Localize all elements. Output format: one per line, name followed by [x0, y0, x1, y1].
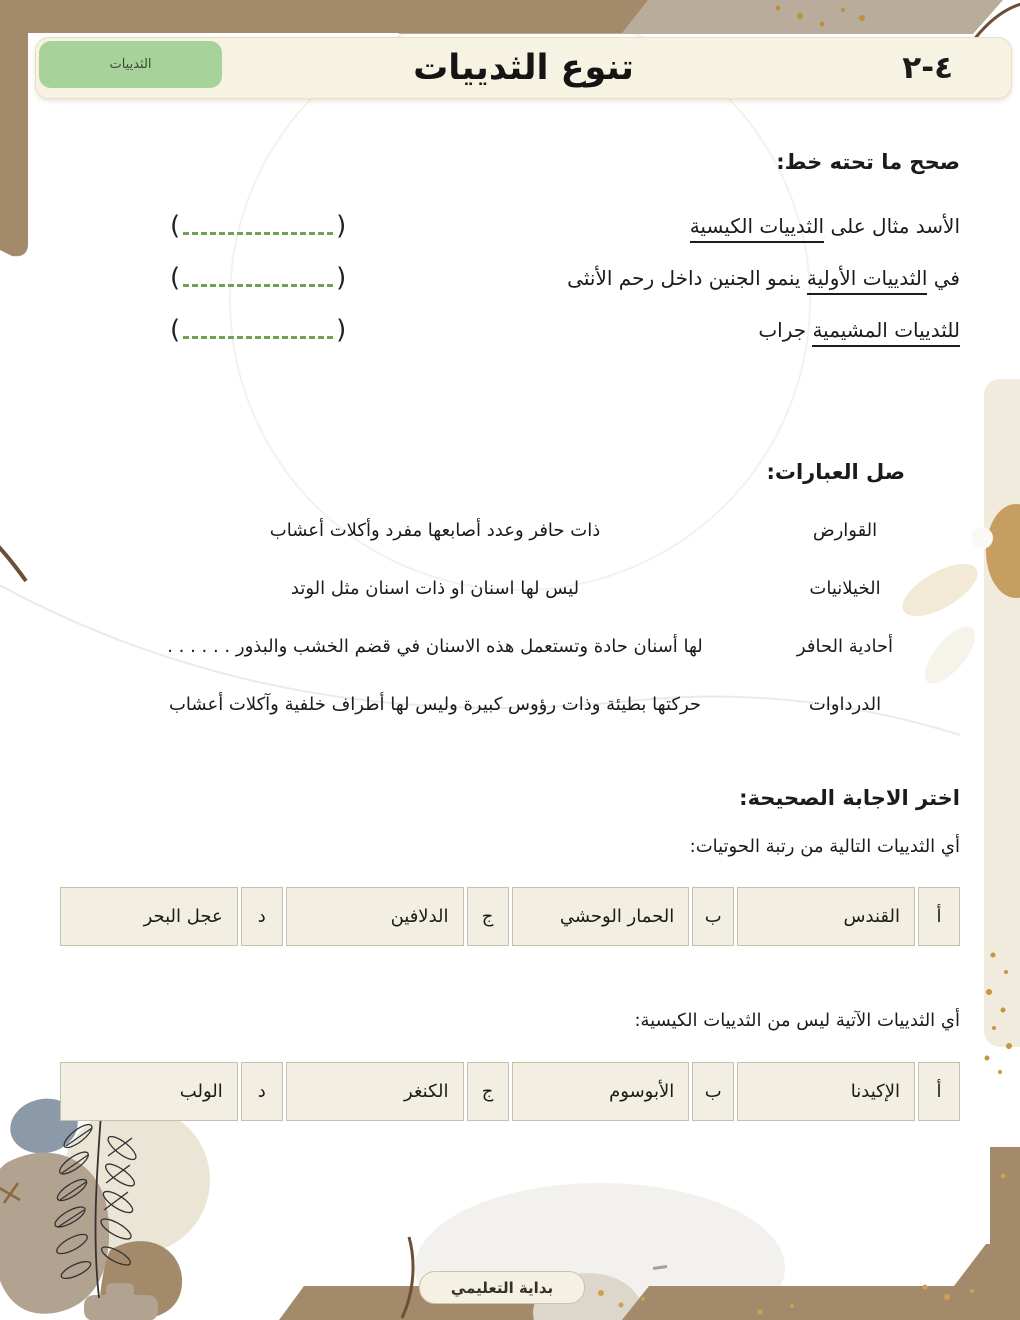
underlined-phrase: الثدييات الأولية [807, 266, 928, 295]
match-term[interactable]: الخيلانيات [809, 577, 881, 599]
option-letter: أ [918, 1062, 960, 1121]
header-bar [35, 37, 1012, 99]
sentence-part: جراب [758, 318, 813, 342]
option-cell[interactable]: الولب [60, 1062, 238, 1121]
matching-list [60, 501, 960, 733]
option-letter: د [241, 1062, 283, 1121]
correction-row [60, 205, 960, 247]
sentence-part: في [927, 266, 960, 290]
options-table [60, 1062, 960, 1121]
match-definition[interactable]: ذات حافر وعدد أصابعها مفرد وأكلات أعشاب [269, 519, 601, 541]
option-cell[interactable]: القندس [737, 887, 915, 946]
paren-close: ) [336, 263, 347, 293]
brand-footer: بداية التعليمي [419, 1271, 585, 1304]
matching-row [60, 559, 960, 617]
sentence-text [690, 214, 960, 238]
dashed-line [183, 232, 333, 235]
sentence-text [567, 266, 960, 290]
vase [84, 1295, 158, 1320]
left-brown-strip [0, 0, 28, 256]
option-cell[interactable]: الحمار الوحشي [512, 887, 690, 946]
matching-row [60, 501, 960, 559]
option-letter: ب [692, 887, 734, 946]
taupe-blob [0, 1153, 109, 1314]
question-text: أي الثدييات التالية من رتبة الحوتيات: [689, 836, 960, 857]
option-cell[interactable]: الكنغر [286, 1062, 464, 1121]
topic-badge-label: الثدييات [109, 57, 152, 72]
matching-row [60, 675, 960, 733]
option-letter: أ [918, 887, 960, 946]
underlined-phrase: الثدييات الكيسية [690, 214, 824, 243]
match-term[interactable]: الدرداوات [808, 693, 882, 715]
paren-open: ( [170, 211, 181, 241]
match-term[interactable]: القوارض [812, 519, 878, 541]
lesson-number: ٤-٢ [902, 50, 953, 86]
correction-row [60, 309, 960, 351]
option-cell[interactable]: الأبوسوم [512, 1062, 690, 1121]
dashed-line [183, 284, 333, 287]
paren-close: ) [336, 211, 347, 241]
answer-blank[interactable] [170, 265, 346, 291]
correction-row [60, 257, 960, 299]
question-text: أي الثدييات الآتية ليس من الثدييات الكيسية: [634, 1010, 960, 1031]
option-letter: ب [692, 1062, 734, 1121]
match-definition[interactable]: لها أسنان حادة وتستعمل هذه الاسنان في قضم الخشب والبذور . . . . . . [167, 635, 703, 657]
small-white-dot [971, 527, 993, 549]
sentence-part: ينمو الجنين داخل رحم الأنثى [567, 266, 807, 290]
sentence-part: الأسد مثال على [824, 214, 960, 238]
match-definition[interactable]: ليس لها اسنان او ذات اسنان مثل الوتد [290, 577, 580, 599]
option-letter: ج [467, 1062, 509, 1121]
option-letter: ج [467, 887, 509, 946]
sentence-text [758, 318, 960, 342]
option-cell[interactable]: عجل البحر [60, 887, 238, 946]
mcq-heading: اختر الاجابة الصحيحة: [739, 786, 960, 810]
answer-blank[interactable] [170, 213, 346, 239]
correction-heading: صحح ما تحته خط: [776, 150, 960, 174]
paren-close: ) [336, 315, 347, 345]
match-definition[interactable]: حركتها بطيئة وذات رؤوس كبيرة وليس لها أطراف خلفية وآكلات أعشاب [168, 693, 702, 715]
paren-open: ( [170, 315, 181, 345]
paren-open: ( [170, 263, 181, 293]
dashed-line [183, 336, 333, 339]
answer-blank[interactable] [170, 317, 346, 343]
match-term[interactable]: أحادية الحافر [796, 635, 894, 657]
option-cell[interactable]: الدلافين [286, 887, 464, 946]
option-letter: د [241, 887, 283, 946]
options-table [60, 887, 960, 946]
underlined-phrase: للثدييات المشيمية [812, 318, 960, 347]
page-title: تنوع الثدييات [413, 48, 634, 88]
option-cell[interactable]: الإكيدنا [737, 1062, 915, 1121]
right-panel [984, 379, 1020, 1047]
matching-heading: صل العبارات: [766, 460, 905, 484]
matching-row [60, 617, 960, 675]
left-twig [0, 543, 26, 581]
top-brown-band [0, 0, 648, 33]
